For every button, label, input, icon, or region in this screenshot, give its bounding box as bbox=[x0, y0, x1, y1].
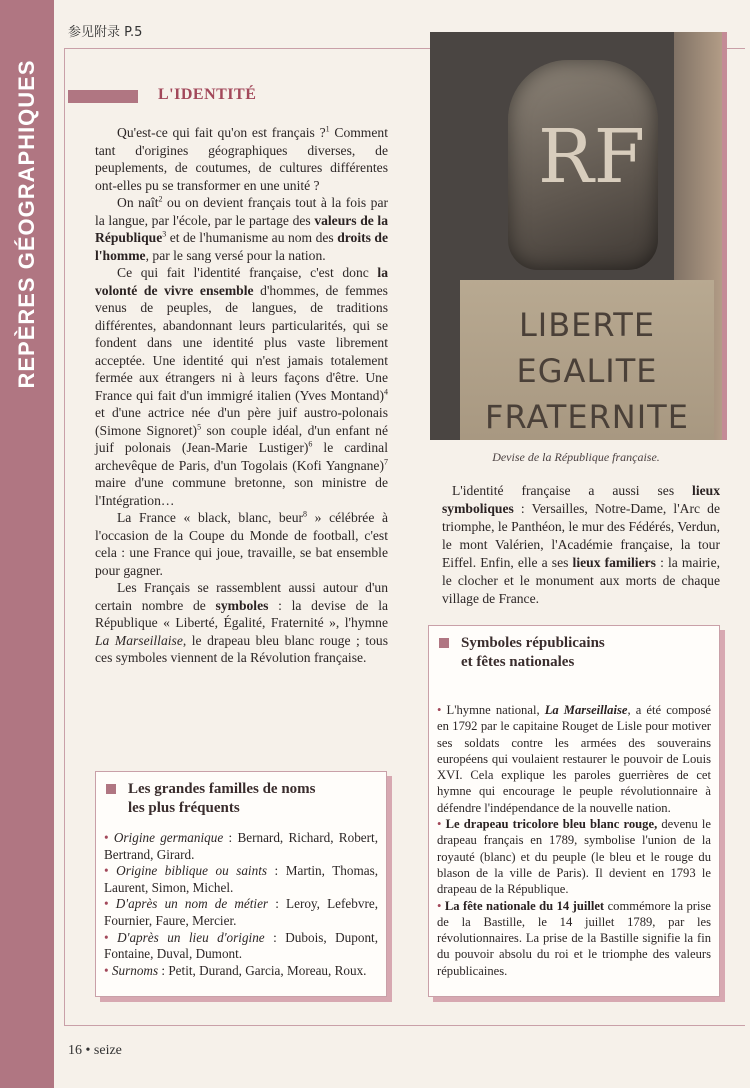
list-item: • Le drapeau tricolore bleu blanc rouge, devenu le drapeau français en 1789, symbolise l'union de la royauté (blanc) et du peuple (le bleu et le rouge du blason de la ville de Paris). Il devient en 1793 le drapeau de la République. bbox=[437, 817, 711, 897]
republic-motto-photo bbox=[430, 32, 727, 440]
section-accent-bar bbox=[68, 90, 138, 103]
list-item: • Origine biblique ou saints : Martin, Thomas, Laurent, Simon, Michel. bbox=[104, 863, 379, 895]
republican-symbols-list bbox=[437, 702, 711, 979]
paragraph-2: On naît$^2$ ou on devient français tout à la fois par la langue, par l'école, par le partage des valeurs de la République$^3$ et de l'humanisme au nom des droits de l'homme, par le sang versé pour la nation. bbox=[95, 194, 389, 263]
paragraph-3: Ce qui fait l'identité française, c'est donc la volonté de vivre ensemble d'hommes, de femmes venus de peuples, de langues, de traditions différentes, abandonnant leurs particularités, qui se fondent dans une identité plus vaste librement acceptée. Une identité qui n'est jamais totalement fermée aux étrangers ni à leurs façons d'être. Une France qui fait d'un immigré italien (Yves Montand)$^4$ et d'une actrice née d'un père juif austro-polonais (Simone Signoret)$^5$ son couple idéal, d'un enfant né juif polonais (Jean-Marie Lustiger)$^6$ le cardinal archevêque de Paris, d'un Togolais (Kofi Yangnane)$^7$ maire d'une commune bretonne, son ministre de l'Intégration… bbox=[95, 265, 388, 508]
family-names-box bbox=[95, 771, 387, 997]
republican-symbols-box bbox=[428, 625, 720, 997]
list-item: • D'après un nom de métier : Leroy, Lefebvre, Fournier, Faure, Mercier. bbox=[104, 896, 379, 928]
list-item: • D'après un lieu d'origine : Dubois, Dupont, Fontaine, Duval, Dumont. bbox=[104, 929, 379, 962]
main-text-column bbox=[95, 124, 388, 667]
page-number: 16 • seize bbox=[68, 1043, 122, 1058]
section-title: L'IDENTITÉ bbox=[158, 86, 257, 103]
paragraph-5: Les Français se rassemblent aussi autour d'un certain nombre de symboles : la devise de la République « Liberté, Égalité, Fraternité », l'hymne La Marseillaise, le drapeau bleu blanc rouge ; tous ces symboles viennent de la Révolution française. bbox=[95, 580, 389, 665]
paragraph-4: La France « black, blanc, beur$^8$ » célébrée à l'occasion de la Coupe du Monde de football, c'est cela : une France qui joue, travaille, se bat ensemble pour gagner. bbox=[95, 509, 389, 578]
list-item: • L'hymne national, La Marseillaise, a été composé en 1792 par le capitaine Rouget de Lisle pour motiver ses soldats contre les armées des souverains européens qui voulaient restaurer le pouvoir de Louis XVI. Cela explique les paroles guerrières de cet hymne qui encourage le peuple révolutionnaire à défendre l'indépendance de la nouvelle nation. bbox=[437, 703, 711, 815]
motto-line-liberte: LIBERTE bbox=[518, 306, 656, 344]
motto-line-egalite: EGALITE bbox=[516, 352, 658, 390]
right-text-column: L'identité française a aussi ses lieux symboliques : Versailles, Notre-Dame, l'Arc de triomphe, le Panthéon, le mur des Fédérés, Verdun, le mont Valérien, l'Académie française, la tour Eiffel. Enfin, elle a ses lieux familiers : la mairie, le clocher et le monument aux morts de chaque village de France. bbox=[442, 483, 721, 606]
list-item: • Origine germanique : Bernard, Richard, Robert, Bertrand, Girard. bbox=[104, 830, 378, 862]
box-bullet-square bbox=[106, 784, 116, 794]
appendix-reference: 参见附录 P.5 bbox=[68, 25, 143, 40]
family-names-box-title: Les grandes familles de noms les plus fréquents bbox=[106, 780, 376, 818]
list-item: • La fête nationale du 14 juillet commémore la prise de la Bastille, le 14 juillet 1789, par les révolutionnaires. La prise de la Bastille signifie la fin du pouvoir absolu du roi et le triomphe des valeurs républicaines. bbox=[437, 898, 711, 978]
box-bullet-square bbox=[439, 638, 449, 648]
family-names-list bbox=[104, 830, 378, 979]
photo-caption: Devise de la République française. bbox=[492, 450, 660, 464]
motto-line-fraternite: FRATERNITE bbox=[485, 398, 689, 436]
paragraph-1: Qu'est-ce qui fait qu'on est français ?$^1$ Comment tant d'origines géographiques diverses, de peuplements, de coutumes, de cultures différentes ont-elles pu se transformer en une unité ? bbox=[95, 124, 388, 193]
rf-monogram: RF bbox=[538, 114, 646, 200]
list-item: • Surnoms : Petit, Durand, Garcia, Moreau, Roux. bbox=[104, 962, 367, 978]
motto-plaque bbox=[460, 280, 714, 440]
sidebar-title: REPÈRES GÉOGRAPHIQUES bbox=[14, 59, 39, 389]
side-band bbox=[0, 0, 54, 1088]
republican-symbols-box-title: Symboles républicains et fêtes nationales bbox=[439, 634, 709, 672]
